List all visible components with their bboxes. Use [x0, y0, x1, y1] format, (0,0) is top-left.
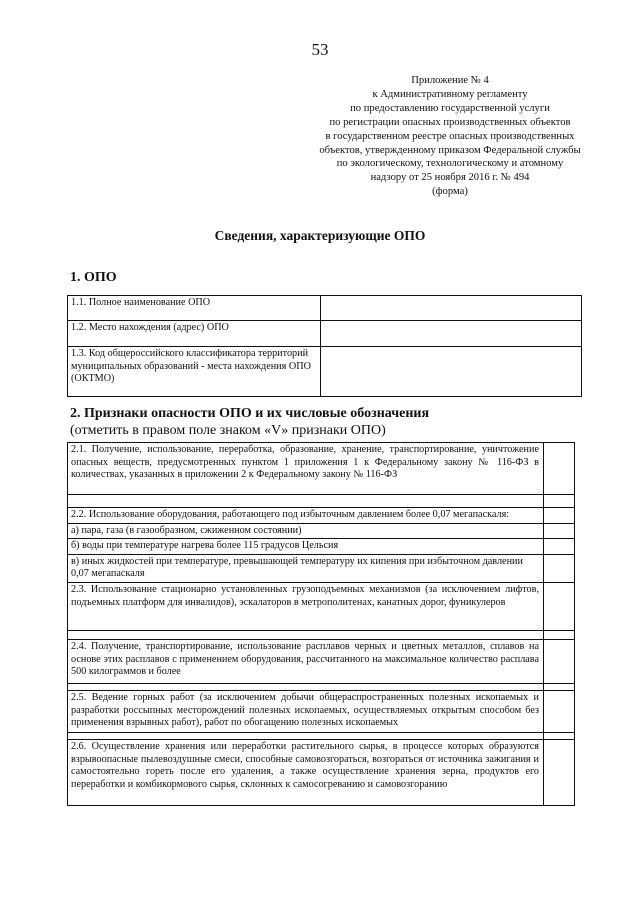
- row-value-field[interactable]: [321, 296, 582, 321]
- appendix-line: к Административному регламенту: [372, 88, 528, 100]
- mark-cell[interactable]: [544, 582, 575, 630]
- table-row: [68, 554, 575, 582]
- table-row: [68, 296, 582, 321]
- spacer-row: [68, 732, 575, 739]
- appendix-line: надзору от 25 ноября 2016 г. № 494: [370, 172, 530, 184]
- table-row: [68, 539, 575, 555]
- hazard-item: 2.2. Использование оборудования, работающего под избыточным давлением более 0,07 мегапаскаля:: [68, 508, 544, 524]
- spacer-row: [68, 495, 575, 508]
- appendix-line: в государственном реестре опасных производственных: [325, 130, 575, 142]
- mark-cell[interactable]: [544, 739, 575, 805]
- mark-cell[interactable]: [544, 554, 575, 582]
- row-label: 1.2. Место нахождения (адрес) ОПО: [68, 321, 321, 347]
- hazard-item: б) воды при температуре нагрева более 115 градусов Цельсия: [68, 539, 544, 555]
- document-title: Сведения, характеризующие ОПО: [214, 228, 426, 243]
- table-row: [68, 347, 582, 397]
- hazard-item: 2.4. Получение, транспортирование, использование расплавов черных и цветных металлов, сплавов на основе этих расплавов с применением оборудования, рассчитанного на максимальное количество расплава 500 килограммов и более: [68, 639, 544, 683]
- mark-cell[interactable]: [544, 639, 575, 683]
- section-2-heading: 2. Признаки опасности ОПО и их числовые обозначения: [70, 406, 430, 421]
- hazard-signs-table: [67, 442, 575, 806]
- appendix-line: по предоставлению государственной услуги: [350, 102, 550, 114]
- mark-cell[interactable]: [544, 539, 575, 555]
- mark-cell[interactable]: [544, 690, 575, 732]
- spacer-row: [68, 630, 575, 639]
- hazard-item: в) иных жидкостей при температуре, превышающей температуру их кипения при избыточном давлении 0,07 мегапаскаля: [68, 554, 544, 582]
- row-label: 1.3. Код общероссийского классификатора территорий муниципальных образований - места нахождения ОПО (ОКТМО): [68, 347, 321, 397]
- table-row: [68, 582, 575, 630]
- appendix-line: объектов, утвержденному приказом Федеральной службы: [319, 144, 581, 156]
- mark-cell[interactable]: [544, 508, 575, 524]
- appendix-line: (форма): [432, 186, 468, 198]
- spacer-row: [68, 683, 575, 690]
- page-number: 53: [311, 40, 329, 59]
- appendix-line: по регистрации опасных производственных объектов: [329, 116, 571, 128]
- opo-info-table: [67, 295, 582, 397]
- appendix-line: по экологическому, технологическому и атомному: [336, 158, 564, 170]
- table-row: [68, 639, 575, 683]
- table-row: [68, 443, 575, 495]
- hazard-item: а) пара, газа (в газообразном, сжиженном состоянии): [68, 523, 544, 539]
- table-row: [68, 321, 582, 347]
- mark-cell[interactable]: [544, 523, 575, 539]
- appendix-note: [300, 74, 600, 199]
- table-row: [68, 508, 575, 524]
- section-1-heading: 1. ОПО: [70, 270, 117, 285]
- mark-cell[interactable]: [544, 443, 575, 495]
- table-row: [68, 523, 575, 539]
- hazard-item: 2.6. Осуществление хранения или переработки растительного сырья, в процессе которых образуются взрывоопасные пылевоздушные смеси, способные самовозгораться, возгораться от источника зажигания и самостоятельно гореть после его удаления, а также осуществление хранения зерна, продуктов его переработки и комбикормового сырья, склонных к самосогреванию и самовозгоранию: [68, 739, 544, 805]
- appendix-line: Приложение № 4: [411, 75, 489, 86]
- hazard-item: 2.3. Использование стационарно установленных грузоподъемных механизмов (за исключением лифтов, подъемных платформ для инвалидов), эскалаторов в метрополитенах, канатных дорог, фуникулеров: [68, 582, 544, 630]
- row-label: 1.1. Полное наименование ОПО: [68, 296, 321, 321]
- hazard-item: 2.1. Получение, использование, переработка, образование, хранение, транспортирование, уничтожение опасных веществ, предусмотренных пунктом 1 приложения 1 к Федеральному закону № 116-ФЗ в количествах, указанных в приложении 2 к Федеральному закону № 116-ФЗ: [68, 443, 544, 495]
- row-value-field[interactable]: [321, 347, 582, 397]
- row-value-field[interactable]: [321, 321, 582, 347]
- table-row: [68, 690, 575, 732]
- section-2-subheading: (отметить в правом поле знаком «V» признаки ОПО): [70, 423, 386, 438]
- table-row: [68, 739, 575, 805]
- hazard-item: 2.5. Ведение горных работ (за исключением добычи общераспространенных полезных ископаемых и разработки россыпных месторождений полезных ископаемых, осуществляемых открытым способом без применения взрывных работ), работ по обогащению полезных ископаемых: [68, 690, 544, 732]
